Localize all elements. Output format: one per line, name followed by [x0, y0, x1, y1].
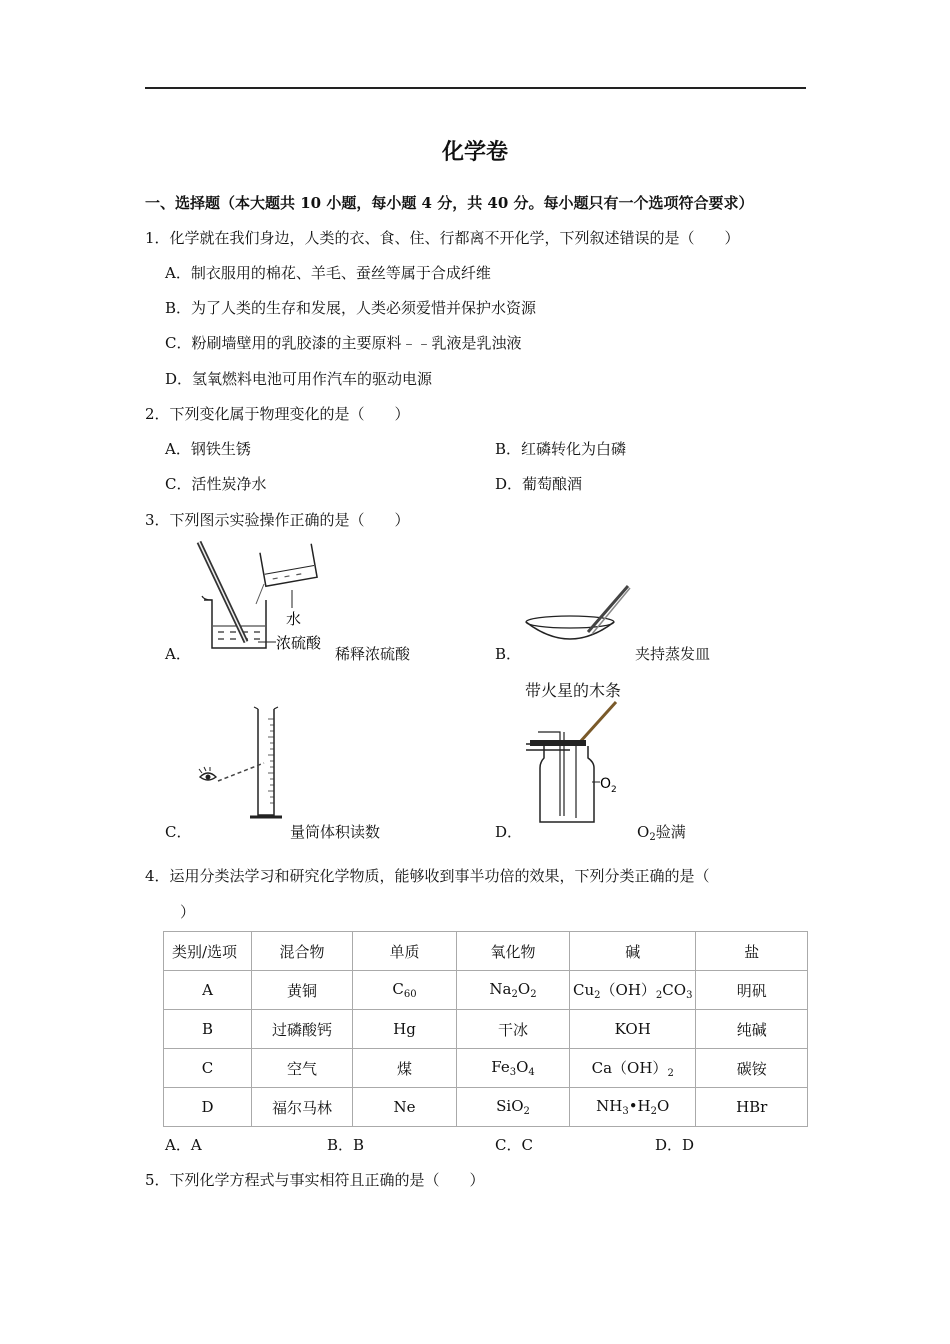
- o2-label: O: [600, 776, 612, 792]
- dilution-diagram: [190, 538, 340, 656]
- evaporating-dish-diagram: [520, 580, 640, 650]
- q1-option-d: D．氢氧燃料电池可用作汽车的驱动电源: [165, 370, 433, 388]
- q2-option-c: C．活性炭净水: [165, 475, 267, 493]
- q1-option-b: B．为了人类的生存和发展，人类必须爱惜并保护水资源: [165, 299, 537, 317]
- liquid-dashes: [218, 632, 260, 639]
- pouring-beaker: [260, 544, 317, 587]
- glowing-splint-label: 带火星的木条: [525, 681, 622, 700]
- section-heading: 一、选择题（本大题共 10 小题，每小题 4 分，共 40 分。每小题只有一个选项符合要求）: [145, 194, 754, 212]
- table-cell: B: [164, 1010, 252, 1049]
- q4-answer-b: B．B: [327, 1136, 365, 1154]
- svg-text:2: 2: [611, 785, 617, 795]
- table-cell: Hg: [353, 1010, 457, 1049]
- table-row: [164, 1010, 808, 1049]
- graduated-cylinder-diagram: [190, 705, 290, 827]
- q2-option-d: D．葡萄酿酒: [495, 475, 583, 493]
- table-cell: $NH_3•H_2O$: [570, 1088, 696, 1127]
- table-cell: 过磷酸钙: [252, 1010, 353, 1049]
- table-row: [164, 1049, 808, 1088]
- page-title: 化学卷: [441, 140, 508, 165]
- q2-option-a: A．钢铁生锈: [165, 440, 251, 458]
- table-cell: HBr: [696, 1088, 808, 1127]
- table-header-cell: 盐: [696, 932, 808, 971]
- header-rule: [145, 87, 806, 89]
- table-cell: 碳铵: [696, 1049, 808, 1088]
- q1-stem: 1．化学就在我们身边，人类的衣、食、住、行都离不开化学，下列叙述错误的是（ ）: [145, 229, 740, 247]
- q3-option-a-caption: 稀释浓硫酸: [335, 645, 411, 663]
- q3-option-c-caption: 量筒体积读数: [290, 823, 381, 841]
- table-cell: 明矾: [696, 971, 808, 1010]
- table-cell: 黄铜: [252, 971, 353, 1010]
- table-cell: 干冰: [457, 1010, 570, 1049]
- q2-option-b: B．红磷转化为白磷: [495, 440, 627, 458]
- table-cell: KOH: [570, 1010, 696, 1049]
- q3-option-c-letter: C．: [165, 823, 192, 841]
- table-cell: $Fe_3O_4$: [457, 1049, 570, 1088]
- sight-line: [218, 763, 264, 781]
- q3-option-b-caption: 夹持蒸发皿: [635, 645, 711, 663]
- table-header-cell: 单质: [353, 932, 457, 971]
- table-header-cell: 混合物: [252, 932, 353, 971]
- q3-option-d-letter: D．: [495, 823, 523, 841]
- table-cell: $Ca(OH)_2$: [570, 1049, 696, 1088]
- table-cell: 纯碱: [696, 1010, 808, 1049]
- gas-bottle: [540, 746, 594, 822]
- table-header-cell: 类别/选项: [164, 932, 252, 971]
- table-cell: D: [164, 1088, 252, 1127]
- q4-answer-d: D．D: [655, 1136, 695, 1154]
- gas-bottle-diagram: [520, 698, 640, 826]
- dish-bowl: [526, 622, 614, 639]
- glowing-splint: [580, 702, 616, 742]
- q3-option-b-letter: B．: [495, 645, 522, 663]
- acid-label: 浓硫酸: [276, 634, 322, 652]
- q4-answer-c: C．C: [495, 1136, 533, 1154]
- table-cell: 福尔马林: [252, 1088, 353, 1127]
- classification-table: [163, 931, 808, 1127]
- table-header-cell: 碱: [570, 932, 696, 971]
- q2-stem: 2．下列变化属于物理变化的是（ ）: [145, 405, 410, 423]
- table-cell: SiO$_2$: [457, 1088, 570, 1127]
- q3-option-a-letter: A．: [165, 645, 191, 663]
- table-cell: $Na_2O_2$: [457, 971, 570, 1010]
- q1-option-a: A．制衣服用的棉花、羊毛、蚕丝等属于合成纤维: [165, 264, 491, 282]
- q4-answer-a: A．A: [165, 1136, 202, 1154]
- q4-stem-line1: 4．运用分类法学习和研究化学物质，能够收到事半功倍的效果，下列分类正确的是（: [145, 867, 710, 885]
- water-label: 水: [286, 610, 302, 628]
- table-row: [164, 971, 808, 1010]
- q1-option-c: C．粉刷墙壁用的乳胶漆的主要原料﹣﹣乳液是乳浊液: [165, 334, 522, 352]
- q3-stem: 3．下列图示实验操作正确的是（ ）: [145, 511, 410, 529]
- table-cell: 空气: [252, 1049, 353, 1088]
- table-cell: A: [164, 971, 252, 1010]
- q5-stem: 5．下列化学方程式与事实相符且正确的是（ ）: [145, 1171, 485, 1189]
- table-cell: $Cu_2(OH)_2CO_3$: [570, 971, 696, 1010]
- table-cell: $C_{60}$: [353, 971, 457, 1010]
- stopper: [530, 740, 586, 746]
- table-cell: Ne: [353, 1088, 457, 1127]
- table-cell: C: [164, 1049, 252, 1088]
- cylinder-ticks: [268, 719, 274, 803]
- q3-option-d-caption: $O_2$验满: [637, 823, 686, 843]
- table-row: [164, 1088, 808, 1127]
- table-cell: 煤: [353, 1049, 457, 1088]
- table-header-cell: 氧化物: [457, 932, 570, 971]
- q4-stem-line2: ）: [180, 903, 196, 921]
- table-header-row: [164, 932, 808, 971]
